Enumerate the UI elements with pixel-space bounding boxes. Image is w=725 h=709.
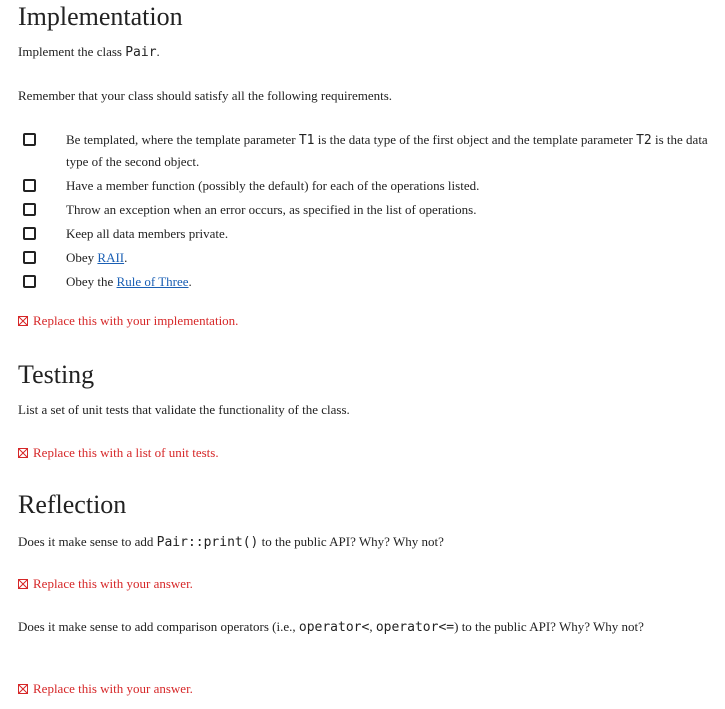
q2-code-2: operator<=	[375, 620, 455, 635]
x-box-icon	[18, 448, 28, 458]
intro-code: Pair	[125, 45, 157, 60]
x-box-icon	[18, 316, 28, 326]
heading-reflection: Reflection	[18, 490, 127, 519]
requirements-list	[18, 129, 708, 295]
q2-sep: ,	[369, 619, 376, 634]
intro-prefix: Implement the class	[18, 44, 126, 59]
placeholder-text: Replace this with your implementation.	[33, 313, 239, 328]
reflection-placeholder-1[interactable]	[18, 573, 193, 594]
req-text: Keep all data members private.	[66, 226, 229, 241]
heading-implementation: Implementation	[18, 2, 183, 31]
q2-suffix: ) to the public API? Why? Why not?	[454, 619, 644, 634]
requirement-exceptions	[18, 199, 708, 220]
requirement-private-members	[18, 223, 708, 244]
req-text: Be templated, where the template parameter	[66, 132, 299, 147]
placeholder-text: Replace this with your answer.	[33, 576, 193, 591]
requirements-intro: Remember that your class should satisfy all the following requirements.	[18, 88, 393, 103]
reflection-question-1	[18, 531, 708, 553]
q2-code-1: operator<	[298, 620, 370, 635]
requirement-templated	[18, 129, 708, 172]
req-text: .	[188, 274, 192, 289]
q1-code: Pair::print()	[156, 535, 259, 550]
checkbox[interactable]	[23, 227, 36, 240]
reflection-question-2	[18, 616, 708, 638]
checkbox[interactable]	[23, 251, 36, 264]
implementation-intro	[18, 41, 708, 63]
req-text: is the data type of the first object and the template parameter	[314, 132, 637, 147]
x-box-icon	[18, 579, 28, 589]
raii-link[interactable]: RAII	[97, 250, 125, 265]
requirement-rule-of-three	[18, 271, 708, 292]
q1-prefix: Does it make sense to add	[18, 534, 157, 549]
q2-prefix: Does it make sense to add comparison operators (i.e.,	[18, 619, 299, 634]
checkbox[interactable]	[23, 133, 36, 146]
q1-suffix: to the public API? Why? Why not?	[258, 534, 444, 549]
placeholder-text: Replace this with your answer.	[33, 681, 193, 696]
req-text: Obey the	[66, 274, 117, 289]
checkbox[interactable]	[23, 203, 36, 216]
placeholder-text: Replace this with a list of unit tests.	[33, 445, 219, 460]
heading-testing: Testing	[18, 360, 95, 389]
rule-of-three-link[interactable]: Rule of Three	[116, 274, 189, 289]
req-code-t2: T2	[636, 133, 652, 148]
checkbox[interactable]	[23, 179, 36, 192]
req-code-t1: T1	[298, 133, 315, 148]
req-text: is the data type of the second object.	[66, 132, 708, 169]
req-text: Obey	[66, 250, 98, 265]
checkbox[interactable]	[23, 275, 36, 288]
intro-suffix: .	[156, 44, 160, 59]
requirement-raii	[18, 247, 708, 268]
testing-placeholder[interactable]	[18, 442, 219, 463]
req-text: Throw an exception when an error occurs, as specified in the list of operations.	[66, 202, 477, 217]
requirement-member-functions	[18, 175, 708, 196]
testing-intro: List a set of unit tests that validate the functionality of the class.	[18, 402, 350, 417]
implementation-placeholder[interactable]	[18, 310, 238, 331]
req-text: .	[124, 250, 128, 265]
x-box-icon	[18, 684, 28, 694]
reflection-placeholder-2[interactable]	[18, 678, 193, 699]
req-text: Have a member function (possibly the default) for each of the operations listed.	[66, 178, 480, 193]
